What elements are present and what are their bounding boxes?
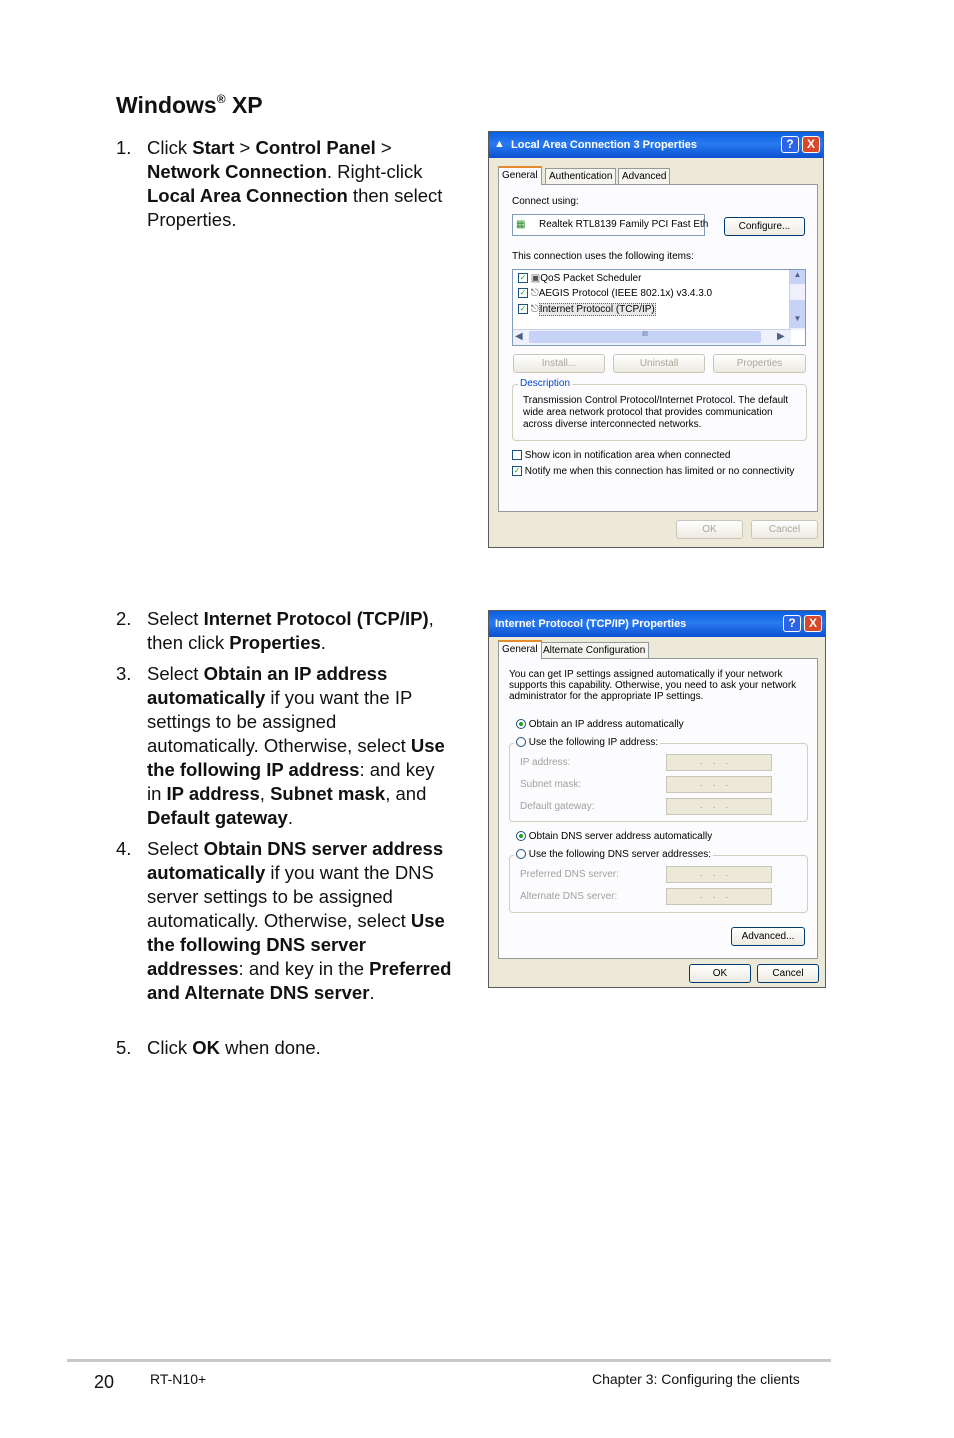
- ip-group: [509, 737, 808, 822]
- list-item[interactable]: ✓ ▣QoS Packet Scheduler: [519, 273, 642, 284]
- notify-option[interactable]: ✓ Notify me when this connection has limited or no connectivity: [513, 466, 795, 477]
- item-checkbox[interactable]: ✓: [519, 304, 527, 314]
- preferred-dns-label: Preferred DNS server:: [520, 869, 619, 880]
- dialog-titlebar: [489, 611, 825, 637]
- obtain-ip-radio[interactable]: [516, 719, 526, 729]
- ip-address-field[interactable]: ...: [666, 754, 772, 771]
- show-icon-checkbox[interactable]: [512, 450, 522, 460]
- obtain-dns-option[interactable]: Obtain DNS server address automatically: [516, 831, 712, 842]
- step-3: 3. Select Obtain an IP address automatically if you want the IP settings to be assigned automatically. Otherwise, select Use the following IP address: and key in IP address, Subnet mask, and Default gateway.: [116, 663, 445, 828]
- step-2: 2. Select Internet Protocol (TCP/IP), then click Properties.: [116, 608, 434, 653]
- notify-checkbox[interactable]: ✓: [513, 466, 521, 476]
- tab-general[interactable]: General: [498, 166, 542, 185]
- alternate-dns-field[interactable]: ...: [666, 888, 772, 905]
- scroll-thumb[interactable]: [790, 300, 805, 314]
- properties-button[interactable]: Properties: [713, 354, 806, 373]
- ok-button[interactable]: OK: [689, 964, 751, 983]
- page-number: 20: [94, 1372, 115, 1392]
- tab-general[interactable]: General: [498, 640, 542, 659]
- items-label: This connection uses the following items:: [512, 251, 694, 262]
- description-group: [512, 378, 807, 441]
- preferred-dns-field[interactable]: ...: [666, 866, 772, 883]
- scroll-up-icon[interactable]: ▲: [790, 270, 805, 284]
- hscroll-thumb[interactable]: III: [529, 331, 761, 343]
- adapter-icon: ▦: [516, 219, 526, 230]
- general-panel: [498, 658, 818, 959]
- description-label: Description: [520, 378, 571, 389]
- items-list[interactable]: [512, 269, 806, 346]
- show-icon-option[interactable]: Show icon in notification area when connected: [512, 450, 730, 461]
- tcpip-properties-dialog: [488, 610, 826, 988]
- help-button[interactable]: ?: [783, 615, 801, 632]
- default-gateway-field[interactable]: ...: [666, 798, 772, 815]
- default-gateway-label: Default gateway:: [520, 801, 595, 812]
- ip-address-label: IP address:: [520, 757, 571, 768]
- list-item[interactable]: ✓ ⎋AEGIS Protocol (IEEE 802.1x) v3.4.3.0: [519, 288, 713, 299]
- footer-rule: [67, 1359, 831, 1362]
- obtain-ip-option[interactable]: Obtain an IP address automatically: [516, 719, 684, 730]
- subnet-mask-field[interactable]: ...: [666, 776, 772, 793]
- dialog-title: Local Area Connection 3 Properties: [511, 139, 698, 151]
- close-button[interactable]: X: [804, 615, 822, 632]
- adapter-name: Realtek RTL8139 Family PCI Fast Eth: [539, 219, 709, 230]
- item-checkbox[interactable]: ✓: [519, 273, 527, 283]
- scroll-left-icon[interactable]: ◀: [515, 331, 523, 342]
- scroll-right-icon[interactable]: ▶: [777, 331, 785, 342]
- use-dns-radio[interactable]: [516, 849, 526, 859]
- tab-advanced[interactable]: Advanced: [618, 168, 670, 185]
- item-checkbox[interactable]: ✓: [519, 288, 527, 298]
- description-text: Transmission Control Protocol/Internet Protocol. The default wide area network protocol that provides communication across diverse interconnected networks.: [523, 395, 789, 430]
- chapter-title: Chapter 3: Configuring the clients: [592, 1371, 800, 1387]
- adapter-box: [512, 214, 709, 236]
- vertical-scrollbar[interactable]: [789, 270, 805, 330]
- configure-button[interactable]: Configure...: [724, 217, 805, 236]
- alternate-dns-label: Alternate DNS server:: [520, 891, 618, 902]
- cancel-button[interactable]: Cancel: [757, 964, 819, 983]
- dialog-title: Internet Protocol (TCP/IP) Properties: [495, 618, 687, 630]
- step-4: 4. Select Obtain DNS server address automatically if you want the DNS server settings to be assigned automatically. Otherwise, select Use the following DNS server addresses: and key in the Preferred and Alternate DNS server.: [116, 838, 452, 1003]
- horizontal-scrollbar[interactable]: [513, 329, 791, 345]
- use-ip-option[interactable]: Use the following IP address:: [514, 737, 660, 748]
- obtain-dns-radio[interactable]: [516, 831, 526, 841]
- help-button[interactable]: ?: [781, 136, 799, 153]
- uninstall-button[interactable]: Uninstall: [613, 354, 705, 373]
- scheduler-icon: ▣: [530, 273, 541, 284]
- advanced-button[interactable]: Advanced...: [731, 927, 805, 946]
- tab-authentication[interactable]: Authentication: [545, 168, 616, 185]
- lan-properties-dialog: [488, 131, 824, 548]
- page-heading: Windows® XP: [116, 92, 263, 118]
- close-button[interactable]: X: [802, 136, 820, 153]
- install-button[interactable]: Install...: [513, 354, 605, 373]
- dns-group: [509, 849, 808, 913]
- product-name: RT-N10+: [150, 1371, 207, 1387]
- dialog-titlebar: [489, 132, 823, 158]
- ok-button[interactable]: OK: [676, 520, 743, 539]
- general-panel: [498, 184, 818, 512]
- cancel-button[interactable]: Cancel: [751, 520, 818, 539]
- connect-using-label: Connect using:: [512, 196, 579, 207]
- protocol-icon: ⎋: [530, 288, 539, 299]
- tab-alternate-configuration[interactable]: Alternate Configuration: [539, 642, 649, 659]
- step-5: 5. Click OK when done.: [116, 1037, 321, 1058]
- network-icon: ▲: [494, 138, 505, 150]
- list-item[interactable]: ✓ ⎋Internet Protocol (TCP/IP): [519, 304, 655, 315]
- intro-text: You can get IP settings assigned automatically if your network supports this capability. Otherwise, you need to ask your network administrator for the appropriate IP settings.: [509, 669, 797, 702]
- step-1: 1. Click Start > Control Panel > Network Connection. Right-click Local Area Connection then select Properties.: [116, 137, 443, 230]
- subnet-mask-label: Subnet mask:: [520, 779, 582, 790]
- scroll-down-icon[interactable]: ▼: [790, 314, 805, 328]
- protocol-icon: ⎋: [530, 304, 539, 315]
- use-dns-option[interactable]: Use the following DNS server addresses:: [514, 849, 713, 860]
- use-ip-radio[interactable]: [516, 737, 526, 747]
